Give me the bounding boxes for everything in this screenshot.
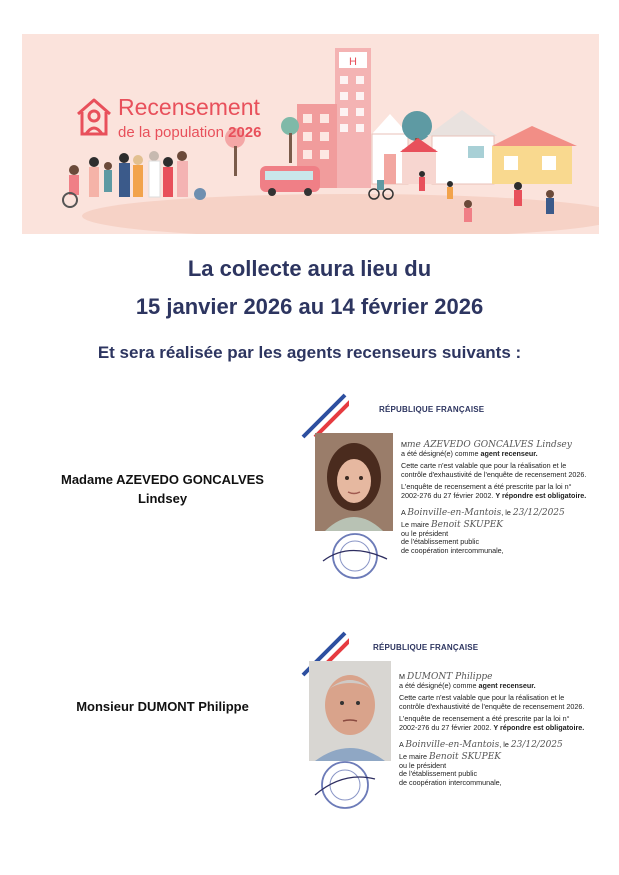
card-header: RÉPUBLIQUE FRANÇAISE [379, 405, 485, 414]
handwritten-date: 23/12/2025 [512, 507, 565, 518]
census-banner [22, 34, 599, 234]
headline-agents-intro: Et sera réalisée par les agents recenseurs suivants : [97, 343, 522, 362]
headline-dates: 15 janvier 2026 au 14 février 2026 [135, 294, 484, 319]
handwritten-name: DUMONT Philippe [407, 672, 493, 682]
agent-1-photo [315, 433, 393, 531]
card-header: RÉPUBLIQUE FRANÇAISE [373, 643, 479, 652]
agent-2-card [297, 631, 597, 831]
agent-1-card [297, 393, 597, 593]
mairie-stamp [319, 531, 391, 581]
handwritten-name: me AZEVEDO GONCALVES Lindsey [407, 440, 572, 450]
handwritten-place: Boinville-en-Mantois [405, 739, 500, 750]
agent-2-photo [309, 661, 391, 761]
svg-text:H: H [349, 56, 357, 68]
handwritten-place: Boinville-en-Mantois [407, 507, 502, 518]
agent-1-name: Madame AZEVEDO GONCALVES Lindsey [61, 472, 264, 506]
mairie-stamp [309, 759, 381, 811]
headline-line-1: La collecte aura lieu du [187, 256, 432, 281]
house-person-icon [74, 94, 114, 138]
handwritten-mayor: Benoit SKUPEK [428, 752, 501, 763]
brand-title: Recensement [118, 94, 260, 120]
agent-2-name: Monsieur DUMONT Philippe [76, 699, 249, 714]
handwritten-mayor: Benoit SKUPEK [430, 520, 503, 531]
handwritten-date: 23/12/2025 [510, 739, 563, 750]
brand-subtitle: de la population 2026 [118, 124, 262, 141]
agent-1-card-body: Mme AZEVEDO GONCALVES Lindsey a été désigné(e) comme agent recenseur. Cette carte n'est valable que pour la réalisation et le contrôle d'exhaustivité de l'enquête de recensement 2026. L'enquête de recensement a été prescrite par la loi n° 2002-276 du 27 février 2002. Y répondre est obligatoire. A Boinville-en-Mantois, le 23/12/2025 Le maire Benoit SKUPEK ou le président de l'établissement public de coopération intercommunale, [401, 440, 587, 555]
agent-2-card-body: M DUMONT Philippe a été désigné(e) comme agent recenseur. Cette carte n'est valable que pour la réalisation et le contrôle d'exhaustivité de l'enquête de recensement 2026. L'enquête de recensement a été prescrite par la loi n° 2002-276 du 27 février 2002. Y répondre est obligatoire. A Boinville-en-Mantois, le 23/12/2025 Le maire Benoit SKUPEK ou le président de l'établissement public de coopération intercommunale, [399, 672, 585, 787]
